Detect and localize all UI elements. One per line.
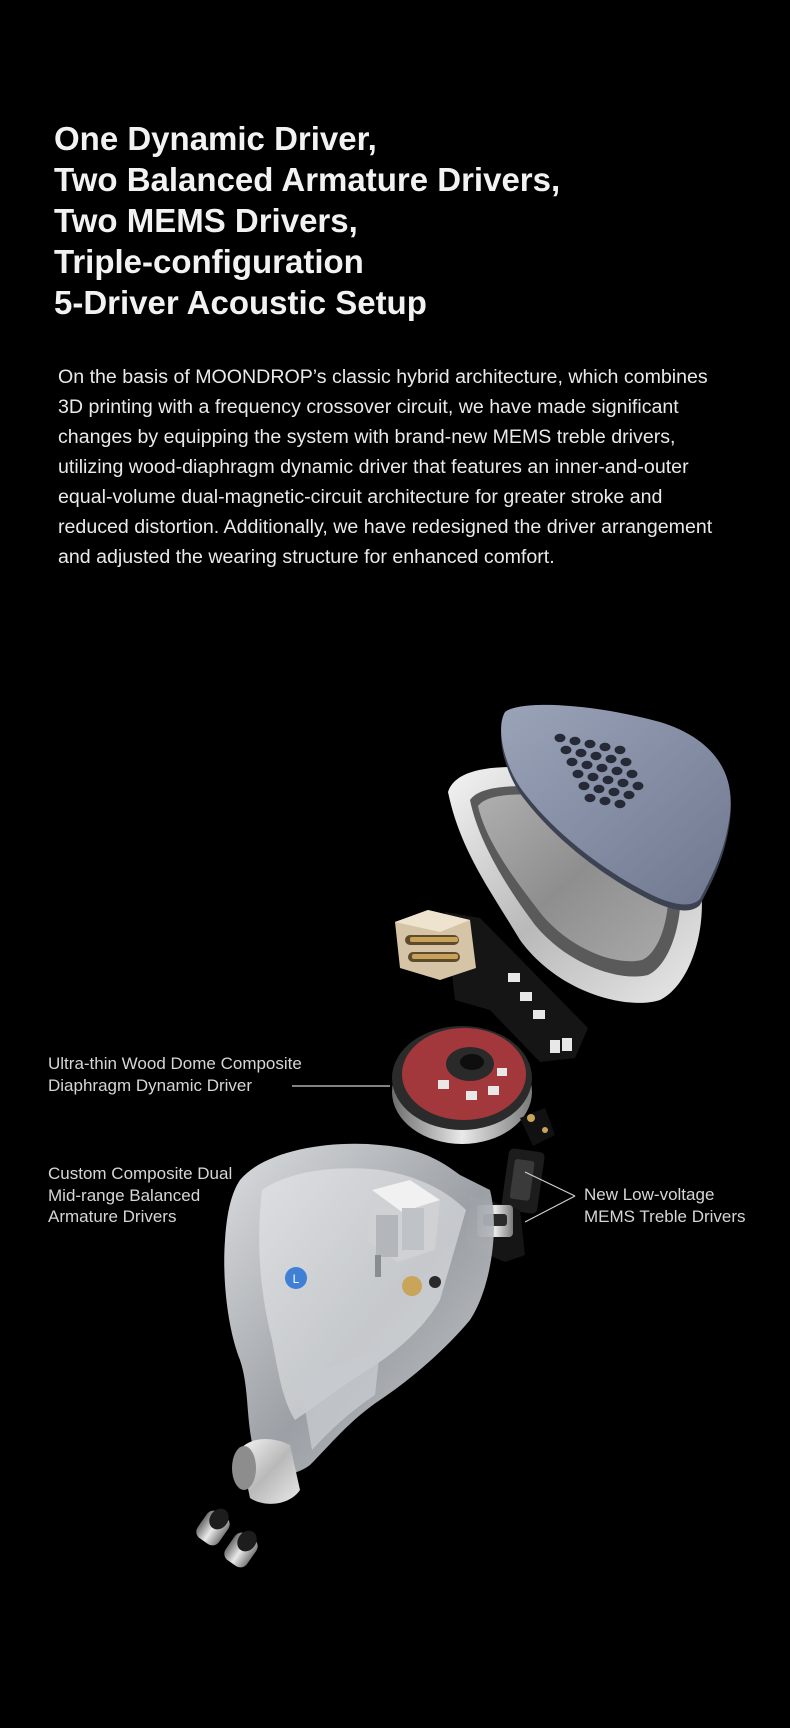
grill-hole bbox=[579, 782, 590, 790]
grill-hole bbox=[588, 773, 599, 781]
description-line: utilizing wood-diaphragm dynamic driver that features an inner-and-outer bbox=[58, 456, 689, 478]
grill-hole bbox=[582, 761, 593, 769]
grill-hole bbox=[633, 782, 644, 790]
callout-balanced-armature bbox=[48, 1163, 232, 1228]
grill-hole bbox=[621, 758, 632, 766]
grill-hole bbox=[615, 800, 626, 808]
grill-hole bbox=[591, 752, 602, 760]
description-line: equal-volume dual-magnetic-circuit architecture for greater stroke and bbox=[58, 486, 663, 508]
callout-line: Custom Composite Dual bbox=[48, 1164, 233, 1183]
description-line: reduced distortion. Additionally, we have redesigned the driver arrangement bbox=[58, 516, 713, 538]
title-line: 5-Driver Acoustic Setup bbox=[54, 284, 427, 321]
callout-line: New Low-voltage bbox=[584, 1185, 715, 1204]
grill-hole bbox=[600, 797, 611, 805]
title-line: One Dynamic Driver, bbox=[54, 120, 377, 157]
callout-line: Mid-range Balanced bbox=[48, 1185, 201, 1205]
title-line: Two Balanced Armature Drivers, bbox=[54, 161, 561, 198]
grill-hole bbox=[606, 755, 617, 763]
grill-hole bbox=[627, 770, 638, 778]
grill-hole bbox=[594, 785, 605, 793]
grill-hole bbox=[585, 794, 596, 802]
grill-hole bbox=[603, 776, 614, 784]
description-line: 3D printing with a frequency crossover circuit, we have made significant bbox=[58, 396, 679, 418]
ear-filters bbox=[193, 1505, 261, 1571]
callout-mems bbox=[584, 1184, 746, 1227]
transparent-shell bbox=[224, 1144, 494, 1475]
description-line: On the basis of MOONDROP’s classic hybrid architecture, which combines bbox=[58, 366, 708, 388]
callout-line: Armature Drivers bbox=[48, 1207, 177, 1226]
grill-hole bbox=[618, 779, 629, 787]
nozzle bbox=[232, 1439, 300, 1504]
title-line: Triple-configuration bbox=[54, 243, 364, 280]
grill-hole bbox=[600, 743, 611, 751]
grill-hole bbox=[576, 749, 587, 757]
title-line: Two MEMS Drivers, bbox=[54, 202, 358, 239]
grill-hole bbox=[555, 734, 566, 742]
grill-hole bbox=[612, 767, 623, 775]
grill-hole bbox=[609, 788, 620, 796]
callout-line: Ultra-thin Wood Dome Composite bbox=[48, 1054, 302, 1073]
grill-hole bbox=[624, 791, 635, 799]
svg-text:L: L bbox=[292, 1272, 300, 1286]
grill-hole bbox=[615, 746, 626, 754]
dynamic-driver bbox=[392, 1026, 532, 1144]
callout-line: Diaphragm Dynamic Driver bbox=[48, 1075, 253, 1095]
cable-connector bbox=[395, 910, 476, 980]
grill-hole bbox=[567, 758, 578, 766]
callout-dynamic-driver bbox=[48, 1053, 302, 1096]
description-line: and adjusted the wearing structure for enhanced comfort. bbox=[58, 546, 555, 568]
grill-hole bbox=[570, 737, 581, 745]
callout-line: MEMS Treble Drivers bbox=[584, 1206, 746, 1226]
grill-hole bbox=[585, 740, 596, 748]
grill-hole bbox=[597, 764, 608, 772]
grill-hole bbox=[561, 746, 572, 754]
grill-hole bbox=[573, 770, 584, 778]
description-line: changes by equipping the system with brand-new MEMS treble drivers, bbox=[58, 426, 676, 448]
